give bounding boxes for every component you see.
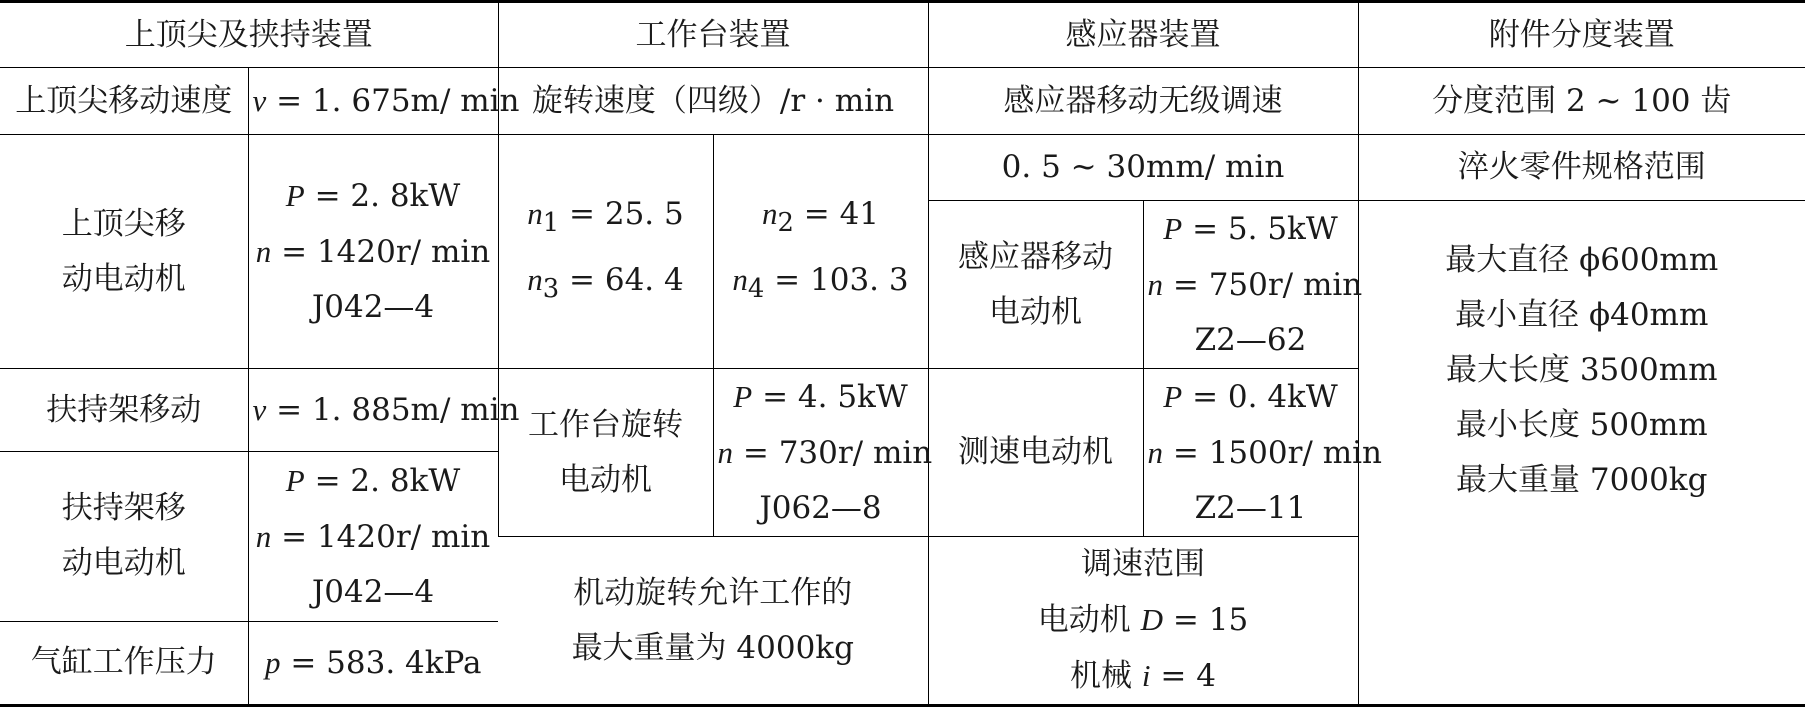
table-speeds-even: $n_2 = 41$ $n_4 = 103$. 3: [713, 135, 928, 369]
inductor-motor-label: 感应器移动 电动机: [928, 201, 1143, 369]
indexing-range: 分度范围 2 ~ 100 齿: [1358, 68, 1805, 135]
table-speeds-odd: $n_1 = 25$. 5 $n_3 = 64$. 4: [498, 135, 713, 369]
table-speed-label: 旋转速度（四级）/r · min: [498, 68, 928, 135]
tacho-motor-label: 测速电动机: [928, 369, 1143, 537]
top-center-motor-label: 上顶尖移 动电动机: [0, 135, 248, 369]
inductor-motor-specs: P = 5. 5kW n = 750r/ min Z2—62: [1143, 201, 1358, 369]
tacho-motor-specs: P = 0. 4kW n = 1500r/ min Z2—11: [1143, 369, 1358, 537]
header-table: 工作台装置: [498, 2, 928, 68]
inductor-speed-range: 0. 5 ~ 30mm/ min: [928, 135, 1358, 201]
speed-regulation: 调速范围 电动机 D = 15 机械 i = 4: [928, 537, 1358, 706]
table-motor-label: 工作台旋转 电动机: [498, 369, 713, 537]
inductor-speed-label: 感应器移动无级调速: [928, 68, 1358, 135]
clamp-move-label: 扶持架移动: [0, 369, 248, 452]
clamp-motor-label: 扶持架移 动电动机: [0, 452, 248, 622]
top-center-speed-value: v = 1. 675m/ min: [248, 68, 498, 135]
table-motor-specs: P = 4. 5kW n = 730r/ min J062—8: [713, 369, 928, 537]
cylinder-label: 气缸工作压力: [0, 621, 248, 706]
header-inductor: 感应器装置: [928, 2, 1358, 68]
clamp-move-speed: v = 1. 885m/ min: [248, 369, 498, 452]
cylinder-pressure: p = 583. 4kPa: [248, 621, 498, 706]
header-top-center: 上顶尖及挟持装置: [0, 2, 498, 68]
header-indexing: 附件分度装置: [1358, 2, 1805, 68]
clamp-motor-specs: P = 2. 8kW n = 1420r/ min J042—4: [248, 452, 498, 622]
quench-spec-label: 淬火零件规格范围: [1358, 135, 1805, 201]
top-center-speed-label: 上顶尖移动速度: [0, 68, 248, 135]
table-load: 机动旋转允许工作的 最大重量为 4000kg: [498, 537, 928, 706]
top-center-motor-specs: P = 2. 8kW n = 1420r/ min J042—4: [248, 135, 498, 369]
quench-specs: 最大直径 ϕ600mm 最小直径 ϕ40mm 最大长度 3500mm 最小长度 500mm 最大重量 7000kg: [1358, 201, 1805, 706]
